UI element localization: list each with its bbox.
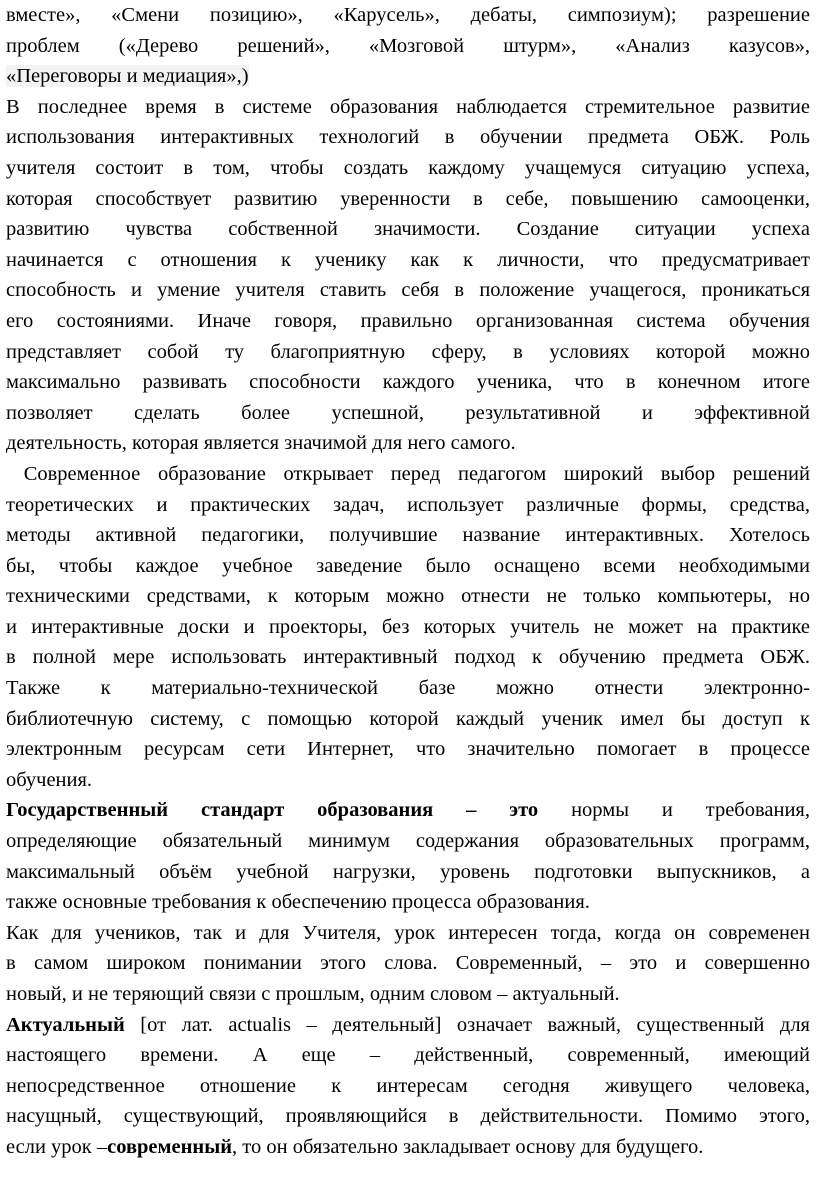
text-line: Как для учеников, так и для Учителя, урок интересен тогда, когда он современен <box>6 921 810 944</box>
text-line: определяющие обязательный минимум содержания образовательных программ, <box>6 830 810 853</box>
text-line-last <box>6 61 810 92</box>
text-line: максимально развивать способности каждого ученика, что в конечном итоге <box>6 371 810 394</box>
text-line-last: новый, и не теряющий связи с прошлым, одним словом – актуальный. <box>6 983 620 1005</box>
text-line: проблем («Дерево решений», «Мозговой штурм», «Анализ казусов», <box>6 34 810 57</box>
text-line: В последнее время в системе образования наблюдается стремительное развитие <box>6 95 810 118</box>
text-line: начинается с отношения к ученику как к личности, что предусматривает <box>6 248 810 271</box>
bold-term: современный <box>107 1135 233 1158</box>
text-run: если урок – <box>6 1135 108 1158</box>
text-line: в самом широком понимании этого слова. Современный, – это и совершенно <box>6 952 810 975</box>
text-line: представляет собой ту благоприятную сферу, в условиях которой можно <box>6 340 810 363</box>
text-line: использования интерактивных технологий в обучении предмета ОБЖ. Роль <box>6 126 810 149</box>
text-line: учителя состоит в том, чтобы создать каждому учащемуся ситуацию успеха, <box>6 156 810 179</box>
text-line: вместе», «Смени позицию», «Карусель», дебаты, симпозиум); разрешение <box>6 4 810 26</box>
text-line: методы активной педагогики, получившие название интерактивных. Хотелось <box>6 524 810 547</box>
text-run: , то он обязательно закладывает основу для будущего. <box>232 1135 704 1158</box>
text-line <box>6 795 810 826</box>
highlighted-text: «Переговоры и медиация»,) <box>6 65 249 88</box>
text-run: [от лат. actualis – деятельный] означает важный, существенный для <box>124 1013 810 1036</box>
text-line <box>6 1010 810 1041</box>
paragraph-modern-lesson <box>6 918 810 1010</box>
text-line-last: также основные требования к обеспечению процесса образования. <box>6 891 590 914</box>
text-line: способность и умение учителя ставить себя в положение учащегося, проникаться <box>6 279 810 302</box>
paragraph-actual-definition <box>6 1010 810 1163</box>
bold-term: Государственный стандарт образования – это <box>6 799 539 822</box>
text-line: которая способствует развитию уверенности в себе, повышению самооценки, <box>6 187 810 210</box>
text-line: и интерактивные доски и проекторы, без которых учитель не может на практике <box>6 615 810 638</box>
text-line: насущный, существующий, проявляющийся в действительности. Помимо этого, <box>6 1105 810 1128</box>
text-line: непосредственное отношение к интересам сегодня живущего человека, <box>6 1074 810 1097</box>
text-line: Также к материально-технической базе можно отнести электронно- <box>6 677 810 700</box>
text-line: максимальный объём учебной нагрузки, уровень подготовки выпускников, а <box>6 860 810 883</box>
paragraph-forms-continuation <box>6 0 810 92</box>
text-line: развитию чувства собственной значимости. Создание ситуации успеха <box>6 218 810 241</box>
text-line-last: обучения. <box>6 768 93 791</box>
text-line: техническими средствами, к которым можно отнести не только компьютеры, но <box>6 585 810 608</box>
text-run: нормы и требования, <box>538 799 810 822</box>
text-line: его состояниями. Иначе говоря, правильно организованная система обучения <box>6 309 810 332</box>
paragraph-modern-education <box>6 459 810 796</box>
text-line: позволяет сделать более успешной, результативной и эффективной <box>6 401 810 424</box>
text-line: настоящего времени. А еще – действенный, современный, имеющий <box>6 1044 810 1067</box>
text-line: теоретических и практических задач, использует различные формы, средства, <box>6 493 810 516</box>
paragraph-interactive-technologies <box>6 92 810 459</box>
text-line: Современное образование открывает перед педагогом широкий выбор решений <box>6 462 810 485</box>
text-line-last: деятельность, которая является значимой для него самого. <box>6 432 516 455</box>
text-line-last <box>6 1132 810 1163</box>
paragraph-state-standard <box>6 795 810 917</box>
text-line: электронным ресурсам сети Интернет, что значительно помогает в процессе <box>6 738 810 761</box>
text-line: в полной мере использовать интерактивный подход к обучению предмета ОБЖ. <box>6 646 810 669</box>
text-line: бы, чтобы каждое учебное заведение было оснащено всеми необходимыми <box>6 554 810 577</box>
bold-term: Актуальный <box>6 1013 125 1036</box>
text-line: библиотечную систему, с помощью которой каждый ученик имел бы доступ к <box>6 707 810 730</box>
